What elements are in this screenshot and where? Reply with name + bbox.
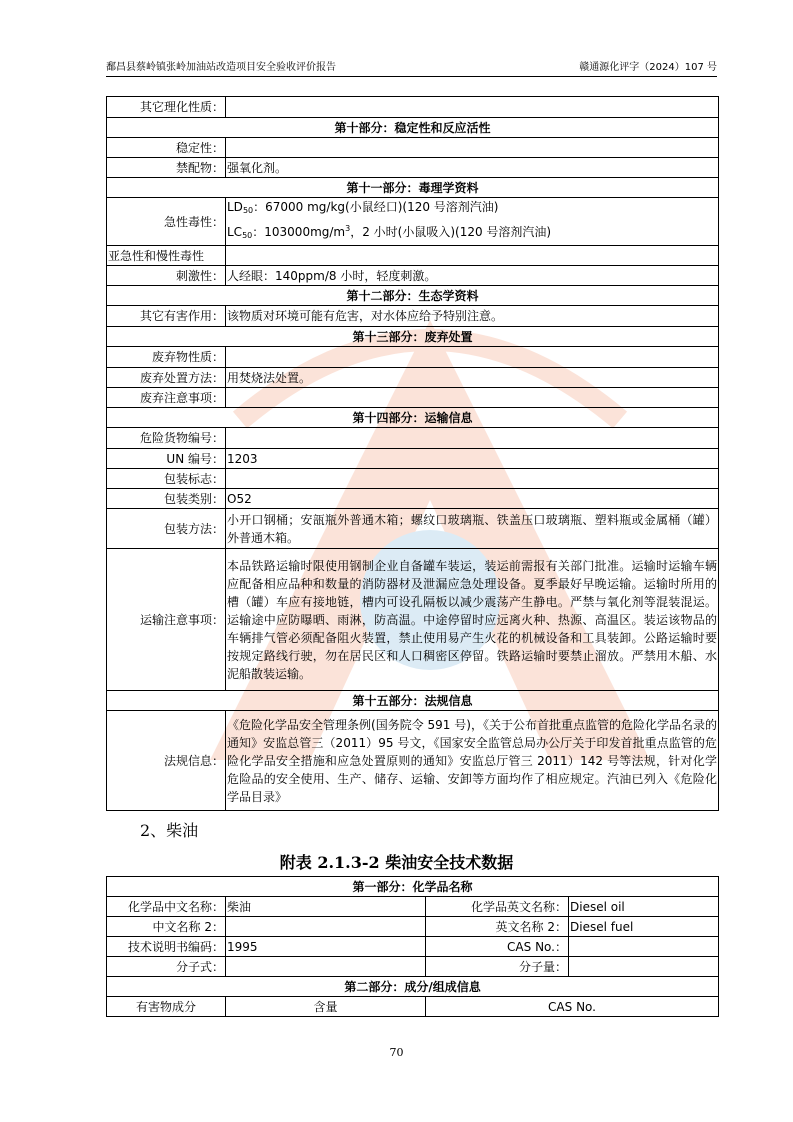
- ld50-line: $LD_{50}$：67000 mg/kg(小鼠经口)(120 号溶剂汽油): [227, 200, 499, 215]
- cn-name2-value: [226, 917, 426, 937]
- header-title: 鄱昌县蔡岭镇张岭加油站改造项目安全验收评价报告: [106, 62, 336, 73]
- waste-nature-label: 废弃物性质：: [107, 347, 226, 368]
- page-number: 70: [389, 1046, 404, 1059]
- en-name2-label: 英文名称 2：: [426, 917, 569, 937]
- pack-mark-label: 包装标志：: [107, 469, 226, 489]
- waste-method-value: 用焚烧法处置。: [226, 368, 719, 388]
- un-number-label: UN 编号：: [107, 449, 226, 469]
- un-number-value: 1203: [226, 449, 719, 469]
- content-col-header: 含量: [226, 997, 426, 1017]
- header-doc-number: 赣通源化评字（2024）107 号: [579, 62, 717, 73]
- incompat-value: 强氧化剂。: [226, 158, 719, 178]
- pack-mark-value: [226, 469, 719, 489]
- section-heading-diesel: 2、柴油: [140, 821, 199, 840]
- acute-toxicity-label: 急性毒性：: [107, 198, 226, 246]
- en-name-value: Diesel oil: [569, 897, 719, 917]
- section-13-heading: 第十三部分：废弃处置: [107, 327, 719, 347]
- chronic-toxicity-label: 亚急性和慢性毒性: [107, 246, 226, 266]
- irritation-value: 人经眼：140ppm/8 小时，轻度刺激。: [226, 266, 719, 286]
- section-1-heading: 第一部分：化学品名称: [107, 877, 719, 897]
- pack-method-value: 小开口钢桶；安瓿瓶外普通木箱；螺纹口玻璃瓶、铁盖压口玻璃瓶、塑料瓶或金属桶（罐）外普通木箱。: [226, 509, 719, 549]
- header-rule: [106, 76, 717, 77]
- stability-label: 稳定性：: [107, 138, 226, 158]
- section-2-heading: 第二部分：成分/组成信息: [107, 977, 719, 997]
- waste-note-value: [226, 388, 719, 408]
- mw-label: 分子量：: [426, 957, 569, 977]
- waste-nature-value: [226, 347, 719, 368]
- lc50-line: $LC_{50}$：$103000mg/m^3$，2 小时(小鼠吸入)(120 号溶剂汽油): [227, 224, 552, 240]
- transport-value: 本品铁路运输时限使用钢制企业自备罐车装运，装运前需报有关部门批准。运输时运输车辆应配备相应品种和数量的消防器材及泄漏应急处理设备。夏季最好早晚运输。运输时所用的槽（罐）车应有接地链，槽内可设孔隔板以减少震荡产生静电。严禁与氧化剂等混装混运。运输途中应防曝晒、雨淋，防高温。中途停留时应远离火种、热源、高温区。装运该物品的车辆排气管必须配备阻火装置，禁止使用易产生火花的机械设备和工具装卸。公路运输时要按规定路线行驶，勿在居民区和人口稠密区停留。铁路运输时要禁止溜放。严禁用木船、水泥船散装运输。: [226, 549, 719, 691]
- chronic-toxicity-value: [226, 246, 719, 266]
- section-10-heading: 第十部分：稳定性和反应活性: [107, 118, 719, 138]
- tech-code-label: 技术说明书编码：: [107, 937, 226, 957]
- cn-name-value: 柴油: [226, 897, 426, 917]
- diesel-safety-table: [106, 876, 719, 1017]
- component-col-header: 有害物成分: [107, 997, 226, 1017]
- other-hazard-value: 该物质对环境可能有危害，对水体应给予特别注意。: [226, 306, 719, 327]
- pack-method-label: 包装方法：: [107, 509, 226, 549]
- other-hazard-label: 其它有害作用：: [107, 306, 226, 327]
- page-header: [106, 58, 717, 74]
- formula-label: 分子式：: [107, 957, 226, 977]
- other-props-label: 其它理化性质：: [107, 97, 226, 118]
- gasoline-safety-table: [106, 96, 719, 811]
- regulation-value: 《危险化学品安全管理条例(国务院令 591 号)，《关于公布首批重点监管的危险化学品名录的通知》安监总管三（2011）95 号文，《国家安全监管总局办公厅关于印发首批重点监管的危险化学品安全措施和应急处置原则的通知》安监总厅管三 2011）142 号等法规，针对化学危险品的安全使用、生产、储存、运输、安卸等方面均作了相应规定。汽油已列入《危险化学品目录》: [226, 711, 719, 811]
- irritation-label: 刺激性：: [107, 266, 226, 286]
- tech-code-value: 1995: [226, 937, 426, 957]
- waste-method-label: 废弃处置方法：: [107, 368, 226, 388]
- waste-note-label: 废弃注意事项：: [107, 388, 226, 408]
- section-14-heading: 第十四部分：运输信息: [107, 408, 719, 428]
- mw-value: [569, 957, 719, 977]
- stability-value: [226, 138, 719, 158]
- incompat-label: 禁配物：: [107, 158, 226, 178]
- formula-value: [226, 957, 426, 977]
- dg-number-value: [226, 428, 719, 449]
- acute-toxicity-value: [226, 198, 719, 246]
- transport-label: 运输注意事项：: [107, 549, 226, 691]
- cn-name-label: 化学品中文名称：: [107, 897, 226, 917]
- cas-value: [569, 937, 719, 957]
- section-12-heading: 第十二部分：生态学资料: [107, 286, 719, 306]
- dg-number-label: 危险货物编号：: [107, 428, 226, 449]
- other-props-value: [226, 97, 719, 118]
- cas-col-header: CAS No.: [426, 997, 719, 1017]
- cas-label: CAS No.：: [426, 937, 569, 957]
- section-11-heading: 第十一部分：毒理学资料: [107, 178, 719, 198]
- en-name-label: 化学品英文名称：: [426, 897, 569, 917]
- cn-name2-label: 中文名称 2：: [107, 917, 226, 937]
- section-15-heading: 第十五部分：法规信息: [107, 691, 719, 711]
- en-name2-value: Diesel fuel: [569, 917, 719, 937]
- table-caption: 附表 2.1.3-2 柴油安全技术数据: [279, 853, 514, 872]
- pack-class-value: O52: [226, 489, 719, 509]
- pack-class-label: 包装类别：: [107, 489, 226, 509]
- regulation-label: 法规信息：: [107, 711, 226, 811]
